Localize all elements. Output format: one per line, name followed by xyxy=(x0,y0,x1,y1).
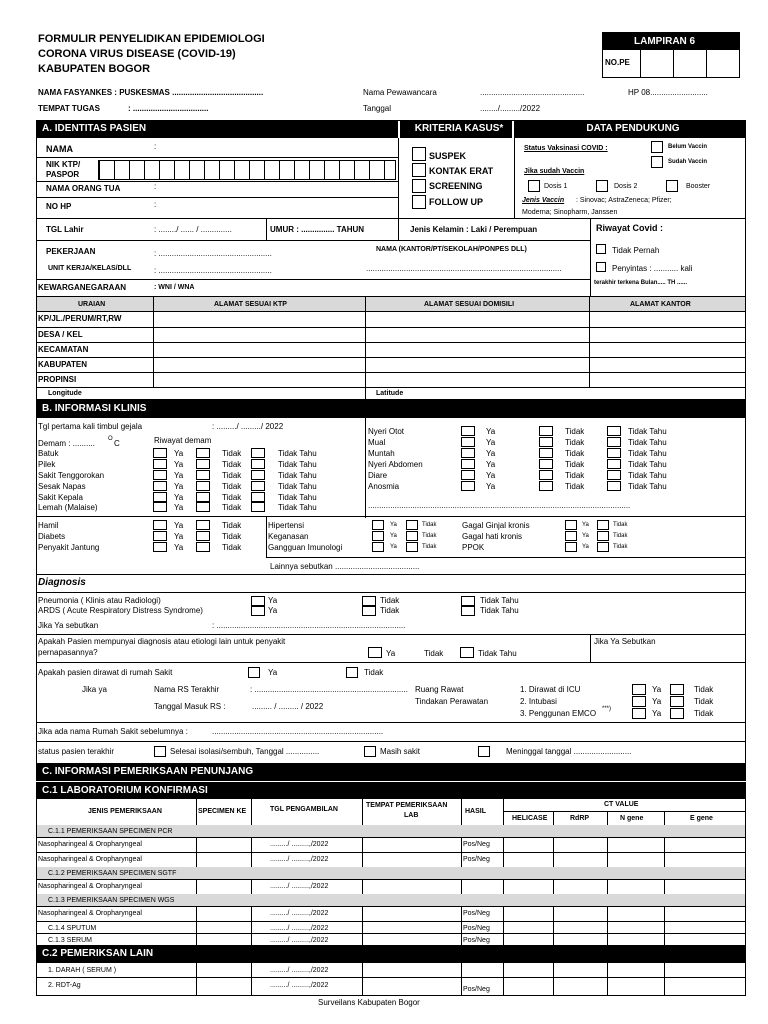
nama-kantor-field[interactable]: ........................................................................................ xyxy=(366,264,562,273)
tanggal-field[interactable]: ......../........./2022 xyxy=(480,104,541,113)
symptom-tidak-box[interactable] xyxy=(539,426,553,436)
lab-row-label: Nasopharingeal & Oropharyngeal xyxy=(38,910,142,917)
komorbid-tidak-box[interactable] xyxy=(597,531,609,541)
etiologi-tidak-checkbox[interactable] xyxy=(460,647,474,658)
umur-field[interactable]: UMUR : ............... TAHUN xyxy=(270,225,365,234)
diagnosis-tidaktahu-box[interactable] xyxy=(461,606,475,616)
addr-row-prop: PROPINSI xyxy=(38,375,77,384)
tidak-pernah-checkbox[interactable] xyxy=(596,244,606,254)
symptom-tidaktahu-box[interactable] xyxy=(607,437,621,447)
status-vaksin-label: Status Vaksinasi COVID : xyxy=(524,145,608,152)
lab-row-label: C.1.4 SPUTUM xyxy=(48,925,97,932)
longitude-label: Longitude xyxy=(48,390,82,397)
nik-label: NIK KTP/ xyxy=(46,160,81,169)
symptom-tidaktahu-box[interactable] xyxy=(607,481,621,491)
lab-row-label: Nasopharingeal & Oropharyngeal xyxy=(38,841,142,848)
icu-ya-box[interactable] xyxy=(632,696,646,707)
symptom-ya-box[interactable] xyxy=(461,426,475,436)
dirawat-ya-checkbox[interactable] xyxy=(248,667,260,678)
icu-ya-box[interactable] xyxy=(632,684,646,695)
symptom-tidaktahu-box[interactable] xyxy=(251,470,265,480)
form-title-2: CORONA VIRUS DISEASE (COVID-19) xyxy=(38,48,236,60)
komorbid-ya-box[interactable] xyxy=(565,520,577,530)
booster-checkbox[interactable] xyxy=(666,180,678,192)
komorbid-tidak-box[interactable] xyxy=(196,531,210,541)
fasyankes-field[interactable]: NAMA FASYANKES : PUSKESMAS ......................................... xyxy=(38,88,264,97)
rs-sebelum-field[interactable]: ............................................................................. xyxy=(212,727,384,736)
addr-row-kab: KABUPATEN xyxy=(38,360,88,369)
symptom-tidaktahu-box[interactable] xyxy=(607,426,621,436)
riwayat-covid-label: Riwayat Covid : xyxy=(596,223,664,233)
symptom-tidaktahu-box[interactable] xyxy=(607,470,621,480)
tempat-field[interactable]: : .................................. xyxy=(128,104,209,113)
diagnosis-tidak-box[interactable] xyxy=(362,606,376,616)
lab-result-field[interactable]: Pos/Neg xyxy=(463,856,490,863)
lab-result-field[interactable]: Pos/Neg xyxy=(463,937,490,944)
unit-label: UNIT KERJA/KELAS/DLL xyxy=(48,265,132,272)
komorbid-ya-box[interactable] xyxy=(372,520,384,530)
symptom-tidaktahu-box[interactable] xyxy=(607,459,621,469)
pekerjaan-field[interactable]: : ................................................... xyxy=(154,249,272,258)
kewarga-label: KEWARGANEGARAAN xyxy=(38,283,126,292)
diagnosis-title: Diagnosis xyxy=(38,577,86,588)
pewawancara-field[interactable]: ............................................... xyxy=(480,88,585,97)
diagnosis-ya-box[interactable] xyxy=(251,606,265,616)
symptom-ya-box[interactable] xyxy=(461,481,475,491)
lab-result-field[interactable]: Pos/Neg xyxy=(463,925,490,932)
pekerjaan-label: PEKERJAAN xyxy=(46,247,96,256)
symptom-tidak-box[interactable] xyxy=(196,502,210,512)
symptom-tidaktahu-box[interactable] xyxy=(251,448,265,458)
komorbid-ya-box[interactable] xyxy=(153,520,167,530)
nope-label: NO.PE xyxy=(605,58,630,67)
kasus-screening: SCREENING xyxy=(429,181,483,191)
c1-title: C.1 LABORATORIUM KONFIRMASI xyxy=(36,781,746,799)
symptom-tidak-box[interactable] xyxy=(196,492,210,502)
pewawancara-label: Nama Pewawancara xyxy=(363,88,437,97)
form-title-1: FORMULIR PENYELIDIKAN EPIDEMIOLOGI xyxy=(38,33,265,45)
kasus-followup: FOLLOW UP xyxy=(429,197,483,207)
c2-title: C.2 PEMERIKSAN LAIN xyxy=(36,945,746,963)
kontak-checkbox[interactable] xyxy=(412,163,426,177)
symptom-tidaktahu-box[interactable] xyxy=(251,502,265,512)
diagnosis-tidaktahu-box[interactable] xyxy=(461,596,475,606)
nik-input[interactable] xyxy=(98,160,396,180)
jika-sudah-label: Jika sudah Vaccin xyxy=(524,168,585,175)
lab-date-field[interactable]: ........./ .........,/2022 xyxy=(270,925,329,932)
tanggal-label: Tanggal xyxy=(363,104,392,113)
icu-tidak-box[interactable] xyxy=(670,696,684,707)
diagnosis-ya-box[interactable] xyxy=(251,596,265,606)
tempat-label: TEMPAT TUGAS xyxy=(38,104,100,113)
komorbid-tidak-box[interactable] xyxy=(196,520,210,530)
tgl-gejala-field[interactable]: : ........./ ........./ 2022 xyxy=(212,422,284,431)
diagnosis-tidak-box[interactable] xyxy=(362,596,376,606)
komorbid-ya-box[interactable] xyxy=(372,531,384,541)
symptom-ya-box[interactable] xyxy=(461,448,475,458)
symptom-tidak-box[interactable] xyxy=(196,470,210,480)
paspor-label: PASPOR xyxy=(46,170,80,179)
symptom-tidaktahu-box[interactable] xyxy=(607,448,621,458)
nohp-label: NO HP xyxy=(46,202,72,211)
lab-subsection: C.1.3 PEMERIKSAAN SPECIMEN WGS xyxy=(48,897,175,904)
tgl-lahir-field[interactable]: : ......../ ...... / .............. xyxy=(154,225,232,234)
symptom-tidaktahu-box[interactable] xyxy=(251,492,265,502)
unit-field[interactable]: : ................................................... xyxy=(154,266,272,275)
etiologi-ya-checkbox[interactable] xyxy=(368,647,382,658)
icu-tidak-box[interactable] xyxy=(670,708,684,719)
lab-date-field[interactable]: ........./ .........,/2022 xyxy=(270,910,329,917)
jika-ya-field[interactable]: : ..................................................................................... xyxy=(212,621,406,630)
lampiran-label: LAMPIRAN 6 xyxy=(634,36,696,47)
sudah-vaksin-checkbox[interactable] xyxy=(651,156,663,168)
addr-row-jl: KP/JL./PERUM/RT,RW xyxy=(38,314,122,323)
jenis-kelamin-field[interactable]: Jenis Kelamin : Laki / Perempuan xyxy=(410,225,538,234)
addr-row-desa: DESA / KEL xyxy=(38,330,83,339)
symptom-ya-box[interactable] xyxy=(153,502,167,512)
komorbid-ya-box[interactable] xyxy=(565,531,577,541)
symptom-tidak-box[interactable] xyxy=(539,448,553,458)
belum-vaksin-checkbox[interactable] xyxy=(651,141,663,153)
komorbid-tidak-box[interactable] xyxy=(406,520,418,530)
nama-rs-field[interactable]: : ..................................................................... xyxy=(250,685,408,694)
symptom-tidaktahu-box[interactable] xyxy=(251,481,265,491)
section-c-title: C. INFORMASI PEMERIKSAAN PENUNJANG xyxy=(36,763,746,781)
lab-row-label: C.1.3 SERUM xyxy=(48,937,92,944)
footer-text: Surveilans Kabupaten Bogor xyxy=(318,998,420,1007)
kasus-kontak: KONTAK ERAT xyxy=(429,166,494,176)
meninggal-checkbox[interactable] xyxy=(478,746,490,757)
symptom-tidak-box[interactable] xyxy=(539,437,553,447)
symptom-tidak-box[interactable] xyxy=(539,470,553,480)
nama-kantor-label: NAMA (KANTOR/PT/SEKOLAH/PONPES DLL) xyxy=(376,246,527,253)
symptom-tidak-box[interactable] xyxy=(196,459,210,469)
symptom-ya-box[interactable] xyxy=(461,437,475,447)
lab-date-field[interactable]: ........./ .........,/2022 xyxy=(270,937,329,944)
komorbid-tidak-box[interactable] xyxy=(597,520,609,530)
lab-row-label: Nasopharingeal & Oropharyngeal xyxy=(38,883,142,890)
symptom-ya-box[interactable] xyxy=(153,470,167,480)
tgl-lahir-label: TGL Lahir xyxy=(46,225,84,234)
nama-label: NAMA xyxy=(46,144,73,154)
komorbid-tidak-box[interactable] xyxy=(196,542,210,552)
latitude-label: Latitude xyxy=(376,390,404,397)
kriteria-title: KRITERIA KASUS* xyxy=(400,120,512,138)
symptom-ya-box[interactable] xyxy=(153,481,167,491)
kasus-suspek: SUSPEK xyxy=(429,151,467,161)
komorbid-tidak-box[interactable] xyxy=(406,542,418,552)
lab-subsection: C.1.1 PEMERIKSAAN SPECIMEN PCR xyxy=(48,828,173,835)
komorbid-ya-box[interactable] xyxy=(153,531,167,541)
selesai-checkbox[interactable] xyxy=(154,746,166,757)
symptom-ya-box[interactable] xyxy=(153,448,167,458)
lab-date-field[interactable]: ........./ .........,/2022 xyxy=(270,841,329,848)
komorbid-tidak-box[interactable] xyxy=(406,531,418,541)
icu-tidak-box[interactable] xyxy=(670,684,684,695)
section-a-title: A. IDENTITAS PASIEN xyxy=(36,120,398,138)
lab-result-field[interactable]: Pos/Neg xyxy=(463,910,490,917)
lab-subsection: C.1.2 PEMERIKSAAN SPECIMEN SGTF xyxy=(48,870,177,877)
demam-field[interactable]: Demam : .......... xyxy=(38,439,95,448)
symptom-tidak-box[interactable] xyxy=(539,459,553,469)
dosis2-checkbox[interactable] xyxy=(596,180,608,192)
symptom-tidak-box[interactable] xyxy=(539,481,553,491)
suspek-checkbox[interactable] xyxy=(412,147,426,161)
komorbid-ya-box[interactable] xyxy=(153,542,167,552)
symptom-tidak-box[interactable] xyxy=(196,448,210,458)
hp-field[interactable]: HP 08.......................... xyxy=(628,88,708,97)
pendukung-title: DATA PENDUKUNG xyxy=(514,120,746,138)
ortu-label: NAMA ORANG TUA xyxy=(46,184,121,193)
symptom-tidak-box[interactable] xyxy=(196,481,210,491)
penyintas-checkbox[interactable] xyxy=(596,262,606,272)
lab-date-field[interactable]: ........./ .........,/2022 xyxy=(270,856,329,863)
addr-row-kec: KECAMATAN xyxy=(38,345,89,354)
form-title-3: KABUPATEN BOGOR xyxy=(38,63,151,75)
symptom-ya-box[interactable] xyxy=(153,492,167,502)
lab-date-field[interactable]: ........./ .........,/2022 xyxy=(270,883,329,890)
section-b-title: B. INFORMASI KLINIS xyxy=(36,400,746,418)
symptom-ya-box[interactable] xyxy=(461,459,475,469)
screening-checkbox[interactable] xyxy=(412,179,426,193)
symptom-tidaktahu-box[interactable] xyxy=(251,459,265,469)
lab-row-label: Nasopharingeal & Oropharyngeal xyxy=(38,856,142,863)
symptom-ya-box[interactable] xyxy=(153,459,167,469)
masih-sakit-checkbox[interactable] xyxy=(364,746,376,757)
komorbid-tidak-box[interactable] xyxy=(597,542,609,552)
dirawat-tidak-checkbox[interactable] xyxy=(346,667,358,678)
dosis1-checkbox[interactable] xyxy=(528,180,540,192)
lab-result-field[interactable]: Pos/Neg xyxy=(463,841,490,848)
komorbid-ya-box[interactable] xyxy=(565,542,577,552)
kewarga-field[interactable]: : WNI / WNA xyxy=(154,284,195,291)
icu-ya-box[interactable] xyxy=(632,708,646,719)
lainnya-field[interactable]: Lainnya sebutkan ...................................... xyxy=(270,562,420,571)
followup-checkbox[interactable] xyxy=(412,195,426,209)
komorbid-ya-box[interactable] xyxy=(372,542,384,552)
symptom-ya-box[interactable] xyxy=(461,470,475,480)
tgl-masuk-field[interactable]: ......... / ......... / 2022 xyxy=(252,702,324,711)
